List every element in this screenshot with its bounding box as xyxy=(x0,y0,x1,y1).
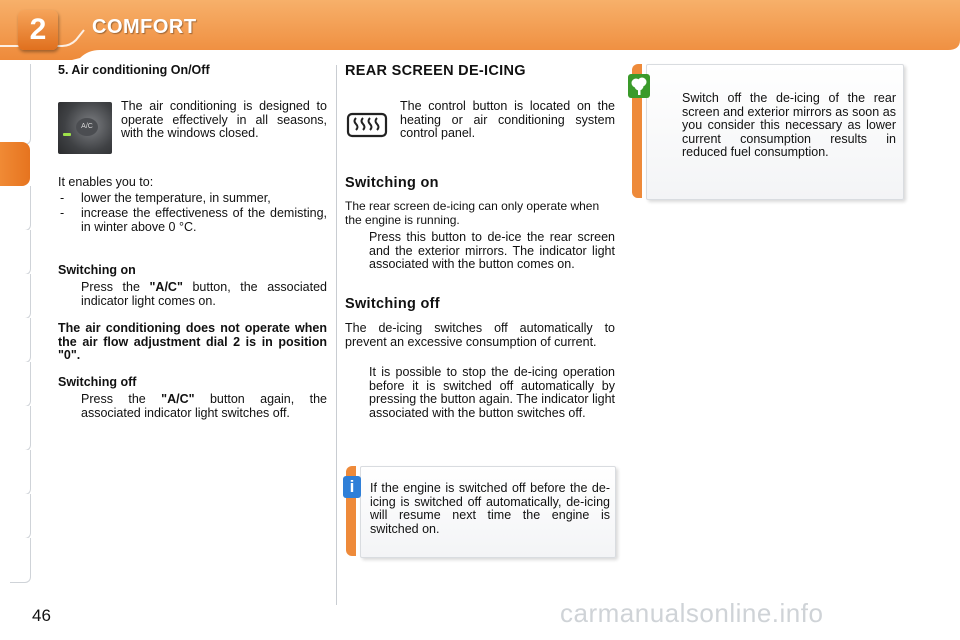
enables-title: It enables you to: xyxy=(58,175,154,189)
enables-item: increase the effectiveness of the demisting, in winter above 0 °C. xyxy=(81,206,327,234)
chapter-tab-active[interactable] xyxy=(0,142,30,186)
deicing-on-text: The rear screen de-icing can only operate when the engine is running. xyxy=(345,199,600,227)
chapter-tab[interactable] xyxy=(10,362,31,407)
page-number: 46 xyxy=(32,606,51,625)
deicing-off-bullet: It is possible to stop the de-icing operation before it is switched off automatically by pressing the button again. The indicator light associated with the button switches off. xyxy=(369,365,615,420)
enables-item: lower the temperature, in summer, xyxy=(81,191,271,205)
info-note-text: If the engine is switched off before the de-icing is switched off automatically, de-icing will resume next time the engine is switched on. xyxy=(370,481,610,536)
chapter-tab[interactable] xyxy=(10,186,31,231)
chapter-title: COMFORT xyxy=(92,16,197,38)
eco-tree-icon xyxy=(628,74,650,98)
deicing-on-bullet: Press this button to de-ice the rear screen and the exterior mirrors. The indicator light associated with the button comes on. xyxy=(369,230,615,271)
section-title-ac: 5. Air conditioning On/Off xyxy=(58,63,210,77)
rear-deicing-title: REAR SCREEN DE-ICING xyxy=(345,63,526,79)
chapter-tab[interactable] xyxy=(10,274,31,319)
ac-button-label: A/C xyxy=(76,118,98,136)
column-divider xyxy=(336,65,337,605)
deicing-intro: The control button is located on the heating or air conditioning system control panel. xyxy=(400,99,615,140)
watermark: carmanualsonline.info xyxy=(560,598,824,628)
info-icon: i xyxy=(343,476,361,498)
deicing-off-text: The de-icing switches off automatically to prevent an excessive consumption of current. xyxy=(345,321,615,349)
switching-off-title: Switching off xyxy=(58,375,137,389)
switching-on-title: Switching on xyxy=(58,263,136,277)
deicing-switching-on-title: Switching on xyxy=(345,175,439,191)
switch-on-instruction: Press the "A/C" button, the associated indicator light comes on. xyxy=(81,280,327,308)
deicing-switching-off-title: Switching off xyxy=(345,296,440,312)
ac-intro: The air conditioning is designed to operate effectively in all seasons, with the windows closed. xyxy=(121,99,327,140)
dash-marker: - xyxy=(60,206,65,220)
chapter-tab[interactable] xyxy=(10,100,31,145)
chapter-tab[interactable] xyxy=(10,494,31,539)
eco-note-text: Switch off the de-icing of the rear screen and exterior mirrors as soon as you consider this necessary as lower current consumption results in reduced fuel consumption. xyxy=(682,91,896,159)
chapter-tab[interactable] xyxy=(10,406,31,451)
switch-off-instruction: Press the "A/C" button again, the associated indicator light switches off. xyxy=(81,392,327,420)
chapter-number: 2 xyxy=(18,10,58,50)
chapter-tab[interactable] xyxy=(10,230,31,275)
rear-screen-deicing-icon xyxy=(346,110,388,140)
indicator-light xyxy=(63,133,71,136)
chapter-tab[interactable] xyxy=(10,538,31,583)
ac-warning: The air conditioning does not operate when the air flow adjustment dial 2 is in position "0". xyxy=(58,321,327,362)
chapter-tab[interactable] xyxy=(10,318,31,363)
chapter-tab[interactable] xyxy=(10,450,31,495)
dash-marker: - xyxy=(60,191,65,205)
